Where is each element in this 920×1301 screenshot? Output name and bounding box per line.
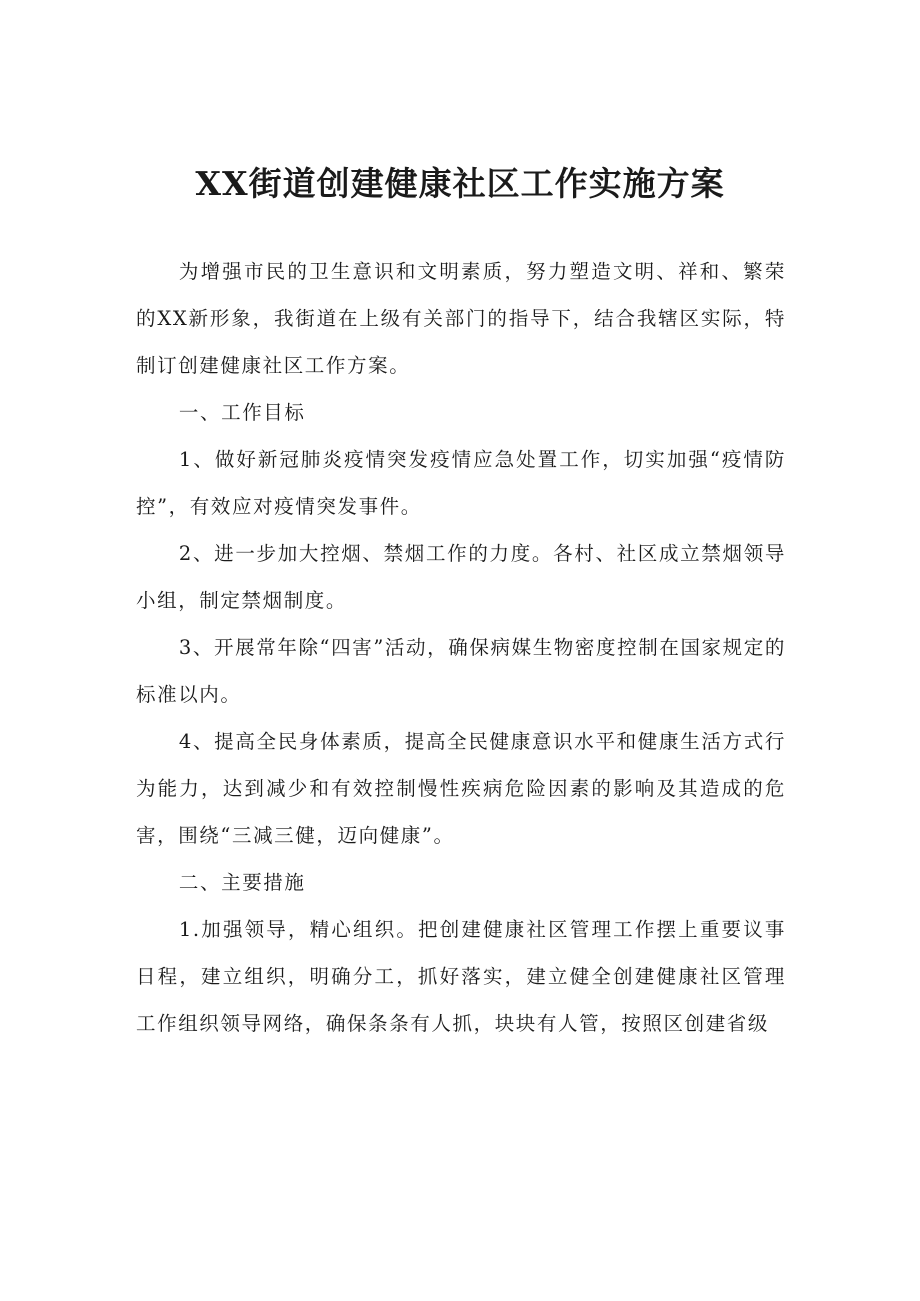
document-title: XX街道创建健康社区工作实施方案: [195, 164, 725, 203]
goal-item-4: 4、提高全民身体素质，提高全民健康意识水平和健康生活方式行为能力，达到减少和有效控制慢性疾病危险因素的影响及其造成的危害，围绕“三减三健，迈向健康”。: [136, 730, 786, 847]
goal-item-2: 2、进一步加大控烟、禁烟工作的力度。各村、社区成立禁烟领导小组，制定禁烟制度。: [136, 542, 786, 612]
section-heading-goals: 一、工作目标: [178, 401, 306, 424]
goal-item-3: 3、开展常年除“四害”活动，确保病媒生物密度控制在国家规定的标准以内。: [136, 636, 786, 706]
measure-item-1: 1.加强领导，精心组织。把创建健康社区管理工作摆上重要议事日程，建立组织，明确分工，抓好落实，建立健全创建健康社区管理工作组织领导网络，确保条条有人抓，块块有人管，按照区创建省级: [136, 918, 786, 1035]
intro-paragraph: 为增强市民的卫生意识和文明素质，努力塑造文明、祥和、繁荣的XX新形象，我街道在上级有关部门的指导下，结合我辖区实际，特制订创建健康社区工作方案。: [136, 260, 786, 377]
section-heading-measures: 二、主要措施: [178, 871, 306, 894]
goal-item-1: 1、做好新冠肺炎疫情突发疫情应急处置工作，切实加强“疫情防控”，有效应对疫情突发事件。: [136, 448, 786, 518]
document-body: [136, 248, 786, 1047]
